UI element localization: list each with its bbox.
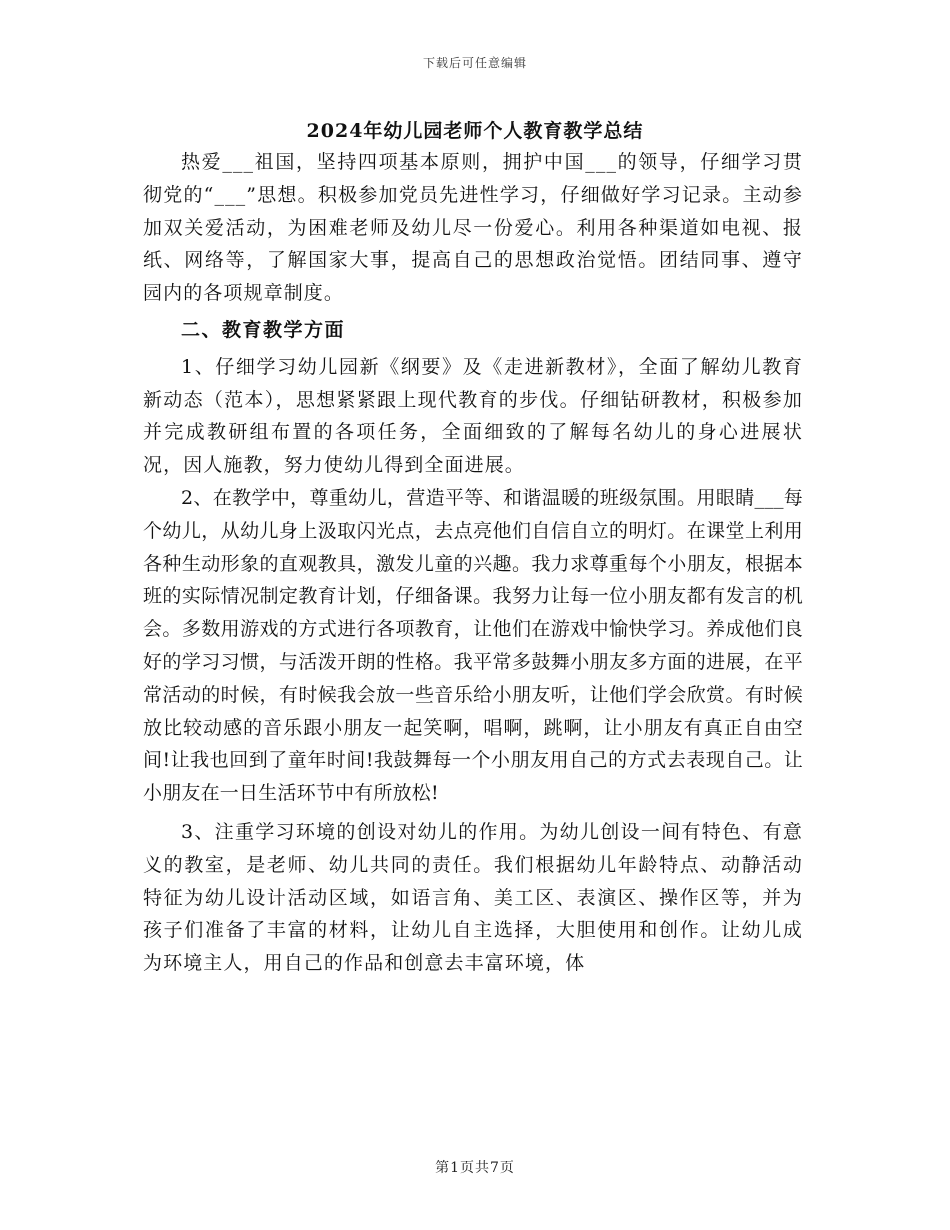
page-number: 第1页共7页 <box>435 1160 515 1176</box>
section-heading-teaching: 二、教育教学方面 <box>181 318 346 341</box>
paragraph-item-1: 1、仔细学习幼儿园新《纲要》及《走进新教材》，全面了解幼儿教育新动态（范本），思想紧紧跟上现代教育的步伐。仔细钻研教材，积极参加并完成教研组布置的各项任务，全面细致的了解每名幼儿的身心进展状况，因人施教，努力使幼儿得到全面进展。 <box>143 355 803 477</box>
paragraph-item-2: 2、在教学中，尊重幼儿，营造平等、和谐温暖的班级氛围。用眼睛___每个幼儿，从幼儿身上汲取闪光点，去点亮他们自信自立的明灯。在课堂上利用各种生动形象的直观教具，激发儿童的兴趣。我力求尊重每个小朋友，根据本班的实际情况制定教育计划，仔细备课。我努力让每一位小朋友都有发言的机会。多数用游戏的方式进行各项教育，让他们在游戏中愉快学习。养成他们良好的学习习惯，与活泼开朗的性格。我平常多鼓舞小朋友多方面的进展，在平常活动的时候，有时候我会放一些音乐给小朋友听，让他们学会欣赏。有时候放比较动感的音乐跟小朋友一起笑啊，唱啊，跳啊，让小朋友有真正自由空间!让我也回到了童年时间!我鼓舞每一个小朋友用自己的方式去表现自己。让小朋友在一日生活环节中有所放松! <box>143 486 803 805</box>
document-body <box>143 146 803 980</box>
paragraph-political: 热爱___祖国，坚持四项基本原则，拥护中国___的领导，仔细学习贯彻党的“___”思想。积极参加党员先进性学习，仔细做好学习记录。主动参加双关爱活动，为困难老师及幼儿尽一份爱心。利用各种渠道如电视、报纸、网络等，了解国家大事，提高自己的思想政治觉悟。团结同事、遵守园内的各项规章制度。 <box>143 151 803 305</box>
document-title: 2024年幼儿园老师个人教育教学总结 <box>306 120 644 142</box>
paragraph-item-3: 3、注重学习环境的创设对幼儿的作用。为幼儿创设一间有特色、有意义的教室，是老师、幼儿共同的责任。我们根据幼儿年龄特点、动静活动特征为幼儿设计活动区域，如语言角、美工区、表演区、操作区等，并为孩子们准备了丰富的材料，让幼儿自主选择，大胆使用和创作。让幼儿成为环境主人，用自己的作品和创意去丰富环境，体 <box>143 820 803 975</box>
header-note: 下载后可任意编辑 <box>422 56 527 70</box>
